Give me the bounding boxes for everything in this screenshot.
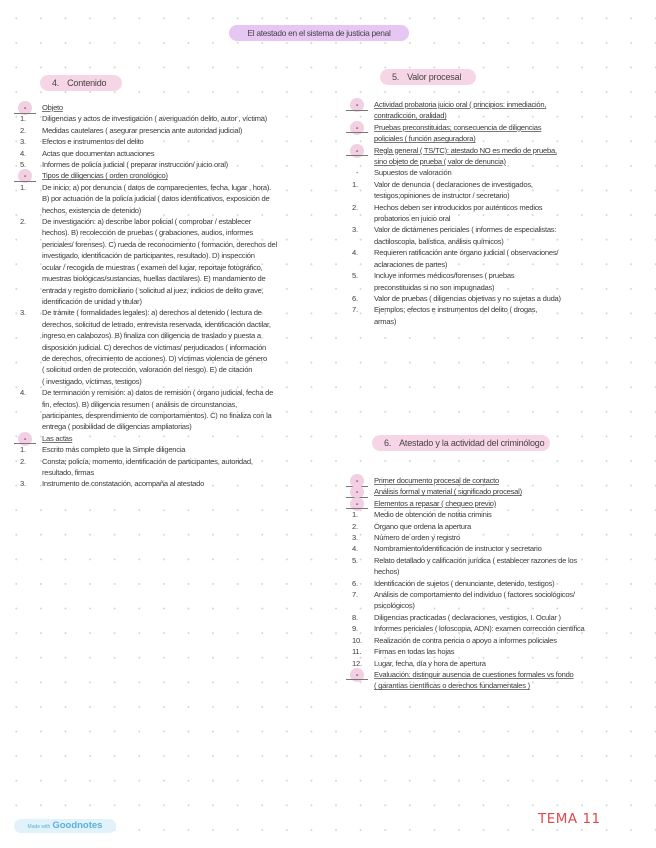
item-text: Ejemplos; efectos e instrumentos del delito ( drogas, (374, 305, 538, 315)
item-number: 8. (352, 612, 358, 622)
bullet-marker-icon: - (350, 485, 364, 499)
numbered-item (352, 646, 642, 657)
bullet-marker-icon: - (350, 668, 364, 682)
item-text: derechos, solicitud de letrado, entrevista reservada, identificación dactilar, (42, 319, 271, 329)
list-line (352, 133, 642, 144)
list-line (20, 467, 330, 478)
item-text: sino objeto de prueba ( valor de denuncia) (374, 157, 506, 167)
section-content-contenido (20, 102, 330, 490)
numbered-item (20, 216, 330, 227)
section-content-criminologo (352, 475, 642, 692)
item-text: ( solicitud orden de protección, valoración del riesgo). E) de citación (42, 365, 253, 375)
numbered-item (352, 521, 642, 532)
item-text: policiales ( función aseguradora) (374, 134, 476, 144)
bullet-marker-icon: - (18, 432, 32, 446)
numbered-item (352, 179, 642, 190)
item-text: disposición judicial. C) derechos de víctimas/ perjudicados ( información (42, 342, 267, 352)
bullet-marker-icon: - (350, 144, 364, 158)
list-line (20, 353, 330, 364)
bullet-item (352, 122, 642, 133)
list-line (20, 205, 330, 216)
bullet-item (352, 669, 642, 680)
item-text: Número de orden y registro (374, 533, 460, 543)
item-text: hechos, existencia de detenido) (42, 205, 142, 215)
bullet-item (20, 102, 330, 113)
list-line (20, 410, 330, 421)
list-line (20, 250, 330, 261)
list-line (20, 342, 330, 353)
list-line (20, 399, 330, 410)
item-text: Efectos e instrumentos del delito (42, 137, 144, 147)
item-text: Diligencias y actos de investigación ( averiguación delito, autor , víctima) (42, 114, 267, 124)
item-text: De terminación y remisión: a) datos de remisión ( órgano judicial, fecha de (42, 388, 274, 398)
item-text: entrada y registro domiciliario ( solicitud al juez, indicios de delito grave, (42, 285, 264, 295)
list-line (352, 110, 642, 121)
section-number: 5. (392, 72, 400, 82)
numbered-item (20, 456, 330, 467)
item-text: Las actas (42, 433, 73, 443)
item-number: 2. (20, 125, 26, 135)
item-text: Elementos a repasar ( chequeo previo) (374, 498, 497, 508)
item-number: 5. (352, 271, 358, 281)
bullet-item (352, 99, 642, 110)
bullet-marker-icon: - (18, 169, 32, 183)
item-number: 1. (352, 510, 358, 520)
list-line (20, 262, 330, 273)
item-number: 6. (352, 578, 358, 588)
item-number: 3. (20, 308, 26, 318)
numbered-item (20, 182, 330, 193)
item-number: 5. (20, 160, 26, 170)
numbered-item (352, 509, 642, 520)
item-text: muestras biológicas/sustancias, huellas dactilares). E) mandamiento de (42, 274, 266, 284)
section-number: 4. (52, 78, 60, 88)
item-number: 3. (20, 137, 26, 147)
list-line (20, 227, 330, 238)
numbered-item (352, 658, 642, 669)
numbered-item (20, 387, 330, 398)
section-title: Valor procesal (407, 72, 462, 82)
bullet-item (352, 486, 642, 497)
list-line (352, 167, 642, 178)
item-text: Evaluación: distinguir ausencia de cuestiones formales vs fondo (374, 669, 574, 679)
item-text: Realización de contra pericia o apoyo a informes policiales (374, 635, 557, 645)
numbered-item (20, 307, 330, 318)
item-text: Regla general ( TS/TC): atestado NO es medio de prueba, (374, 145, 557, 155)
item-number: 7. (352, 305, 358, 315)
item-text: Diligencias practicadas ( declaraciones, vestigios, I. Ocular ) (374, 612, 561, 622)
item-text: ( investigado, víctimas, testigos) (42, 376, 142, 386)
item-text: identificación de unidad y titular) (42, 296, 142, 306)
item-text: Objeto (42, 103, 63, 112)
item-text: Actividad probatoria juicio oral ( principios: inmediación, (374, 100, 547, 109)
list-line (352, 236, 642, 247)
numbered-item (352, 623, 642, 634)
numbered-item (352, 578, 642, 589)
list-line (352, 680, 642, 691)
numbered-item (352, 555, 642, 566)
bullet-marker-icon: - (350, 98, 364, 112)
item-number: 12. (352, 658, 362, 668)
item-number: 2. (20, 217, 26, 227)
item-text: hechos) (374, 567, 400, 577)
numbered-item (20, 159, 330, 170)
bullet-item (352, 498, 642, 509)
list-line (352, 282, 642, 293)
item-text: Valor de pruebas ( diligencias objetivas y no sujetas a duda) (374, 293, 561, 303)
item-number: 2. (352, 521, 358, 531)
item-text: Consta; policía, momento, identificación de participantes, autoridad, (42, 456, 253, 466)
section-number: 6. (384, 438, 392, 448)
bullet-item (352, 475, 642, 486)
item-number: 6. (352, 293, 358, 303)
list-line (20, 285, 330, 296)
item-text: investigado, identificación de participantes, resultado). D) inspección (42, 251, 255, 261)
item-text: Supuestos de valoración (374, 168, 452, 178)
item-text: probatorios en juicio oral (374, 214, 451, 224)
item-text: De investigación: a) describe labor policial ( comprobar / establecer (42, 217, 251, 227)
item-text: de derechos, ofrecimiento de acciones). D) víctimas violencia de género (42, 353, 267, 363)
numbered-item (352, 543, 642, 554)
item-text: aclaraciones de partes) (374, 259, 448, 269)
section-content-valor-procesal (352, 99, 642, 327)
numbered-item (352, 532, 642, 543)
section-title: Contenido (67, 78, 107, 88)
item-number: 11. (352, 647, 362, 657)
item-text: armas) (374, 316, 397, 326)
item-text: Escrito más completo que la Simple diligencia (42, 445, 186, 455)
list-line (20, 273, 330, 284)
section-heading-criminologo (372, 435, 550, 451)
item-number: 4. (20, 148, 26, 158)
list-line (20, 239, 330, 250)
item-text: Valor de dictámenes periciales ( informes de especialistas: (374, 225, 557, 235)
numbered-item (20, 444, 330, 455)
item-number: 4. (352, 544, 358, 554)
numbered-item (20, 478, 330, 489)
item-number: 7. (352, 590, 358, 600)
item-number: 10. (352, 635, 362, 645)
bullet-marker-icon: - (350, 474, 364, 488)
item-text: hechos). B) recolección de pruebas ( grabaciones, audios, informes (42, 228, 254, 238)
numbered-item (352, 589, 642, 600)
list-line (20, 296, 330, 307)
item-text: Actas que documentan actuaciones (42, 148, 155, 158)
list-line (20, 193, 330, 204)
item-text: Lugar, fecha, día y hora de apertura (374, 658, 486, 668)
item-text: B) por actuación de la policía judicial ( datos identificativos, exposición de (42, 194, 270, 204)
list-line (352, 190, 642, 201)
list-line (20, 364, 330, 375)
item-text: Hechos deben ser introducidos por auténticos medios (374, 202, 543, 212)
list-line (20, 330, 330, 341)
item-text: ( garantías científicas o derechos fundamentales ) (374, 681, 530, 691)
item-number: 1. (20, 445, 26, 455)
item-text: Análisis formal y material ( significado procesal) (374, 487, 522, 497)
bullet-marker-icon: - (350, 121, 364, 135)
item-text: periciales/ forenses). C) rueda de reconocimiento ( formación, derechos del (42, 239, 277, 249)
item-text: Nombramiento/identificación de instructor y secretario (374, 544, 542, 554)
item-text: De inicio; a) por denuncia ( datos de comparecientes, fecha, lugar , hora). (42, 182, 272, 192)
item-number: 2. (352, 202, 358, 212)
item-number: 4. (20, 388, 26, 398)
item-text: contradicción, oralidad) (374, 111, 447, 121)
list-line (352, 259, 642, 270)
section-heading-contenido (40, 75, 122, 91)
item-text: Tipos de diligencias ( orden cronológico) (42, 171, 168, 181)
bullet-item (20, 433, 330, 444)
badge-brand: Goodnotes (52, 820, 103, 831)
item-text: Relato detallado y calificación jurídica ( establecer razones de los (374, 555, 577, 565)
item-text: Identificación de sujetos ( denunciante, detenido, testigos) (374, 578, 555, 588)
numbered-item (352, 304, 642, 315)
bullet-marker-icon: - (350, 497, 364, 511)
item-text: Análisis de comportamiento del individuo ( factores sociológicos/ (374, 590, 575, 600)
item-text: resultado, firmas (42, 468, 94, 477)
bullet-marker-icon: - (18, 101, 32, 115)
list-line (352, 156, 642, 167)
item-number: - (356, 168, 359, 178)
bullet-item (20, 170, 330, 181)
numbered-item (20, 148, 330, 159)
list-line (352, 600, 642, 611)
numbered-item (352, 270, 642, 281)
item-text: fin, efectos). B) diligencia resumen ( análisis de circunstancias, (42, 399, 237, 409)
item-text: testigos;opiniones de instructor / secretario) (374, 191, 510, 201)
item-number: 2. (20, 456, 26, 466)
item-text: De trámite ( formalidades legales): a) derechos al detenido ( lectura de (42, 308, 262, 318)
numbered-item (352, 635, 642, 646)
numbered-item (352, 612, 642, 623)
item-text: Medio de obtención de notitia criminis (374, 510, 492, 520)
numbered-item (352, 247, 642, 258)
item-number: 3. (352, 225, 358, 235)
item-number: 3. (20, 479, 26, 489)
item-text: Pruebas preconstituidas; consecuencia de diligencias (374, 122, 542, 132)
section-title: Atestado y la actividad del criminólogo (399, 438, 545, 448)
item-text: Instrumento de constatación, acompaña al atestado (42, 479, 205, 489)
list-line (20, 376, 330, 387)
item-text: psicológicos) (374, 601, 415, 611)
list-line (20, 319, 330, 330)
item-number: 1. (20, 114, 26, 124)
numbered-item (20, 125, 330, 136)
numbered-item (352, 202, 642, 213)
numbered-item (20, 113, 330, 124)
item-text: entrega ( posibilidad de diligencias ampliatorias) (42, 422, 192, 432)
item-text: participantes, desprendimiento de comportamientos). C) no finaliza con la (42, 410, 272, 420)
item-text: ocular / recogida de muestras ( examen del lugar, reportaje fotográfico, (42, 262, 263, 272)
numbered-item (20, 136, 330, 147)
numbered-item (352, 224, 642, 235)
item-text: preconstituidas si no son impugnadas) (374, 282, 495, 292)
item-text: Primer documento procesal de contacto (374, 476, 499, 485)
item-text: Informes periciales ( lofoscopia, ADN): examen corrección científica (374, 624, 585, 634)
list-line (20, 421, 330, 432)
goodnotes-badge (14, 819, 116, 833)
item-text: dactiloscopia, balística, análisis químicos) (374, 236, 504, 246)
item-number: 1. (20, 182, 26, 192)
topic-label: TEMA 11 (538, 811, 601, 827)
item-number: 9. (352, 624, 358, 634)
list-line (352, 213, 642, 224)
item-text: Incluye informes médicos/forenses ( pruebas (374, 271, 515, 281)
numbered-item (352, 293, 642, 304)
item-text: ingreso en calabozos). B) finaliza con diligencia de traslado y puesta a (42, 331, 261, 341)
item-text: Firmas en todas las hojas (374, 647, 455, 657)
item-number: 4. (352, 248, 358, 258)
item-number: 5. (352, 555, 358, 565)
page-title: El atestado en el sistema de justicia penal (229, 25, 409, 41)
item-text: Valor de denuncia ( declaraciones de investigados, (374, 179, 533, 189)
bullet-item (352, 145, 642, 156)
list-line (352, 566, 642, 577)
item-text: Órgano que ordena la apertura (374, 521, 472, 531)
item-text: Medidas cautelares ( asegurar presencia ante autoridad judicial) (42, 125, 243, 135)
item-text: Informes de policía judicial ( preparar instrucción/ juicio oral) (42, 160, 228, 170)
item-text: Requieren ratificación ante órgano judicial ( observaciones/ (374, 248, 559, 258)
badge-prefix: Made with (27, 824, 51, 830)
item-number: 1. (352, 179, 358, 189)
item-number: 3. (352, 533, 358, 543)
section-heading-valor-procesal (380, 69, 476, 85)
list-line (352, 316, 642, 327)
